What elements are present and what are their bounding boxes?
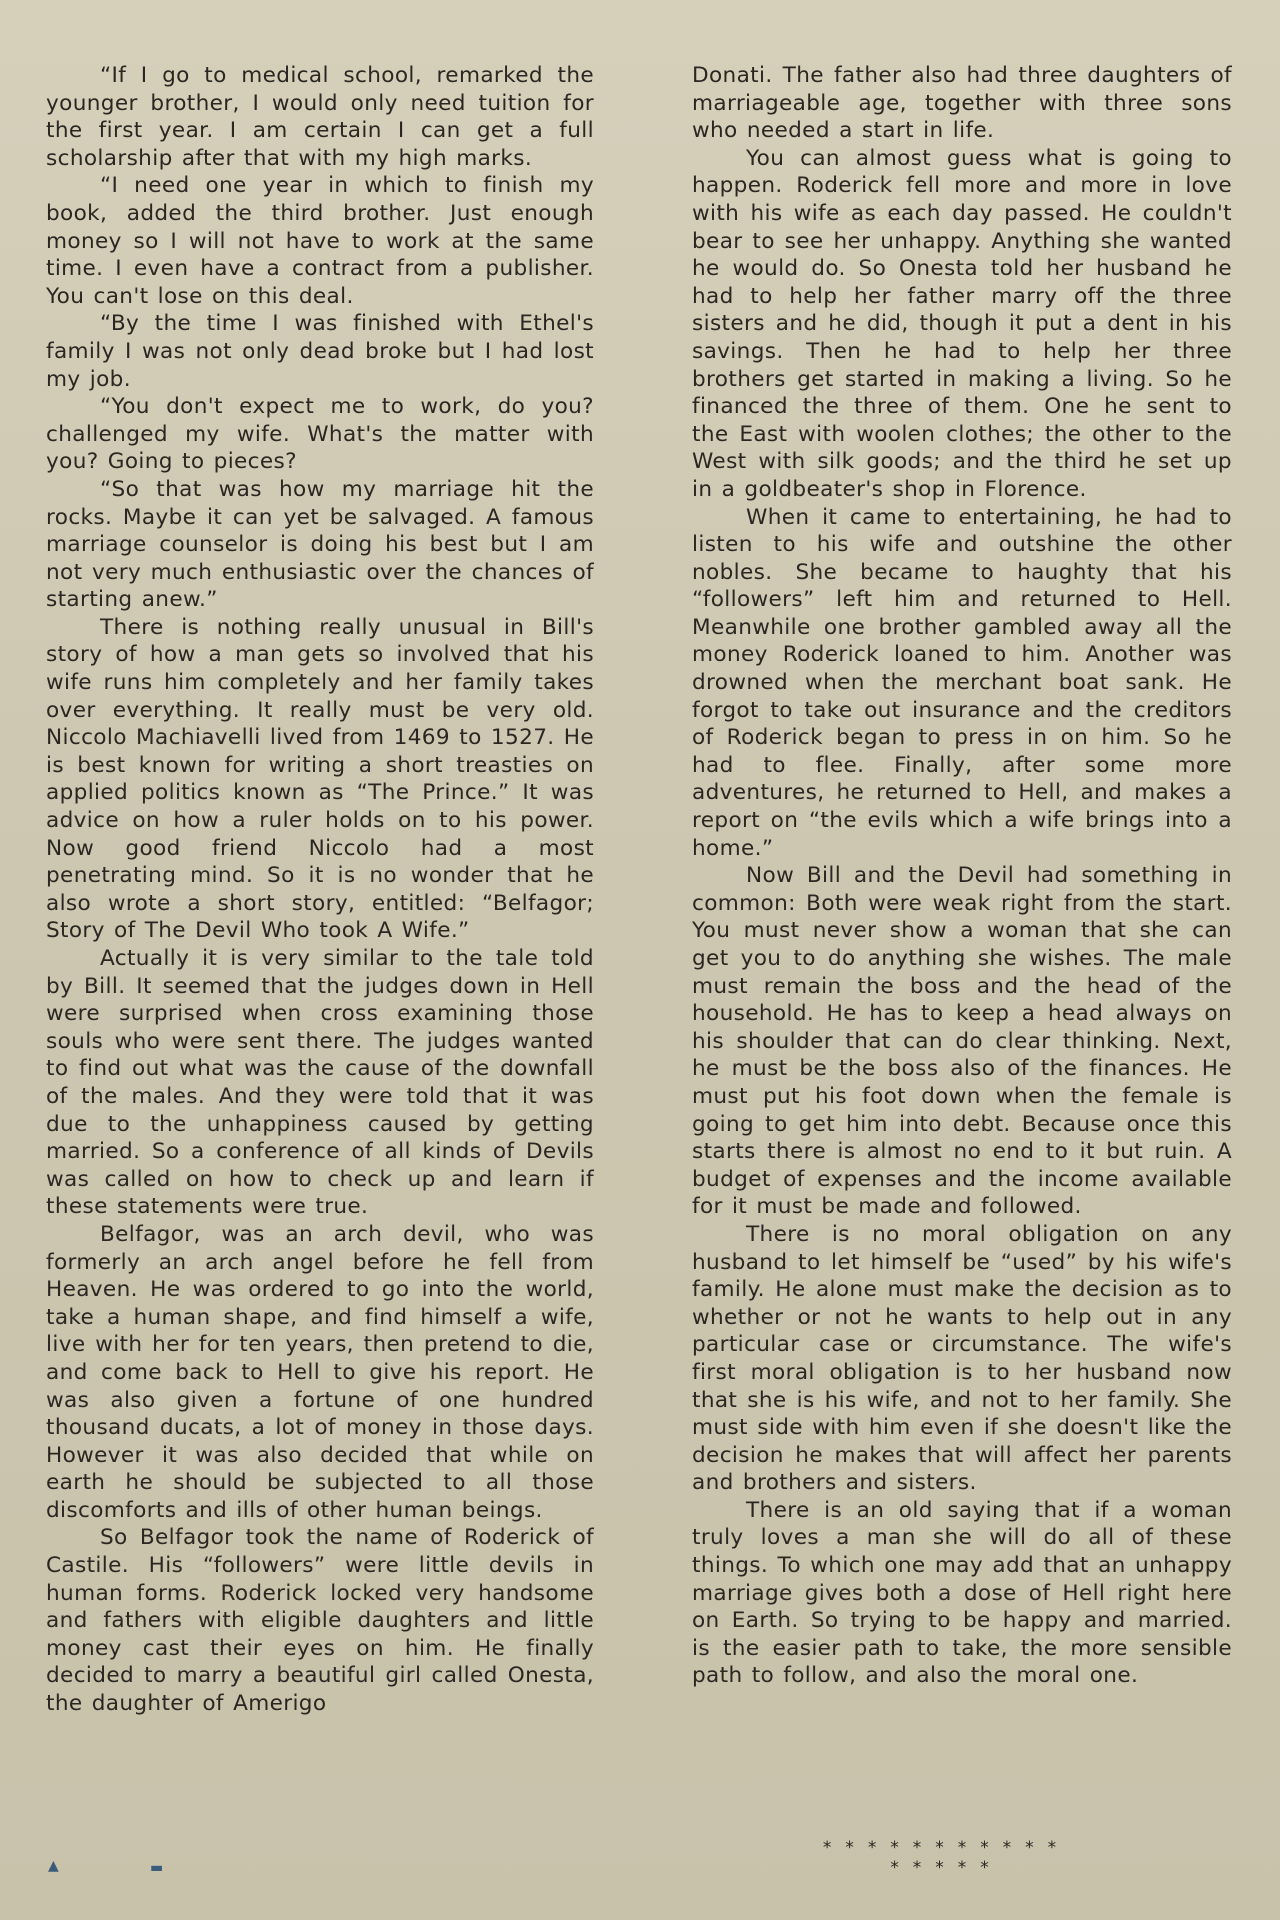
paragraph: There is nothing really unusual in Bill's story of how a man gets so involved that his wife runs him completely and her family takes over everything. It really must be very old. Niccolo Machiavelli lived from 1469 to 1527. He is best known for writing a short treasties on applied politics known as “The Prince.” It was advice on how a ruler holds on to his power. Now good friend Niccolo had a most penetrating mind. So it is no wonder that he also wrote a short story, entitled: “Belfagor; Story of The Devil Who took A Wife.” (46, 614, 594, 944)
paragraph-continued: Donati. The father also had three daughters of marriageable age, together with three sons who needed a start in life. (692, 63, 1232, 144)
paragraph: Now Bill and the Devil had something in common: Both were weak right from the start. You must never show a woman that she can get you to do anything she wishes. The male must remain the boss and the head of the household. He has to keep a head always on his shoulder that can do clear thinking. Next, he must be the boss also of the finances. He must put his foot down when the female is going to get him into debt. Because once this starts there is almost no end to it but ruin. A budget of expenses and the income available for it must be made and followed. (692, 863, 1232, 1220)
paragraph: “If I go to medical school, remarked the younger brother, I would only need tuition for the first year. I am certain I can get a full scholarship after that with my high marks. (46, 63, 594, 171)
paragraph: There is an old saying that if a woman truly loves a man she will do all of these things. To which one may add that an unhappy marriage gives both a dose of Hell right here on Earth. So trying to be happy and married. is the easier path to take, the more sensible path to follow, and also the moral one. (692, 1497, 1232, 1689)
paragraph: When it came to entertaining, he had to listen to his wife and outshine the other nobles. She became to haughty that his “followers” left him and returned to Hell. Meanwhile one brother gambled away all the money Roderick loaned to him. Another was drowned when the merchant boat sank. He forgot to take out insurance and the creditors of Roderick began to press in on him. So he had to flee. Finally, after some more adventures, he returned to Hell, and makes a report on “the evils which a wife brings into a home.” (692, 504, 1232, 861)
left-text-column (46, 62, 594, 1718)
paragraph: “I need one year in which to finish my book, added the third brother. Just enough money so I will not have to work at the same time. I even have a contract from a publisher. You can't lose on this deal. (46, 173, 594, 309)
paragraph: You can almost guess what is going to happen. Roderick fell more and more in love with his wife as each day passed. He couldn't bear to see her unhappy. Anything she wanted he would do. So Onesta told her husband he had to help her father marry off the three sisters and he did, though it put a dent in his savings. Then he had to help her three brothers get started in making a living. So he financed the three of them. One he sent to the East with woolen clothes; the other to the West with silk goods; and the third he set up in a goldbeater's shop in Florence. (692, 145, 1232, 502)
end-of-article-mark: * * * * * * * * * * * * * * * * (822, 1838, 1058, 1878)
right-text-column (692, 62, 1232, 1690)
paragraph: “By the time I was finished with Ethel's family I was not only dead broke but I had lost my job. (46, 311, 594, 392)
ink-speck-icon: ▲ (48, 1858, 59, 1874)
paragraph: “You don't expect me to work, do you? challenged my wife. What's the matter with you? Going to pieces? (46, 394, 594, 475)
paragraph: Actually it is very similar to the tale told by Bill. It seemed that the judges down in Hell were surprised when cross examining those souls who were sent there. The judges wanted to find out what was the cause of the downfall of the males. And they were told that it was due to the unhappiness caused by getting married. So a conference of all kinds of Devils was called on how to check up and learn if these statements were true. (46, 946, 594, 1220)
paragraph: There is no moral obligation on any husband to let himself be “used” by his wife's family. He alone must make the decision as to whether or not he wants to help out in any particular case or circumstance. The wife's first moral obligation is to her husband now that she is his wife, and not to her family. She must side with him even if she doesn't like the decision he makes that will affect her parents and brothers and sisters. (692, 1221, 1232, 1496)
paragraph: So Belfagor took the name of Roderick of Castile. His “followers” were little devils in human forms. Roderick locked very handsome and fathers with eligible daughters and little money cast their eyes on him. He finally decided to marry a beautiful girl called Onesta, the daughter of Amerigo (46, 1525, 594, 1717)
paragraph: “So that was how my marriage hit the rocks. Maybe it can yet be salvaged. A famous marriage counselor is doing his best but I am not very much enthusiastic over the chances of starting anew.” (46, 476, 594, 613)
ink-speck-icon: ▬ (150, 1860, 164, 1876)
paragraph: Belfagor, was an arch devil, who was formerly an arch angel before he fell from Heaven. He was ordered to go into the world, take a human shape, and find himself a wife, live with her for ten years, then pretend to die, and come back to Hell to give his report. He was also given a fortune of one hundred thousand ducats, a lot of money in those days. However it was also decided that while on earth he should be subjected to all those discomforts and ills of other human beings. (46, 1221, 594, 1523)
